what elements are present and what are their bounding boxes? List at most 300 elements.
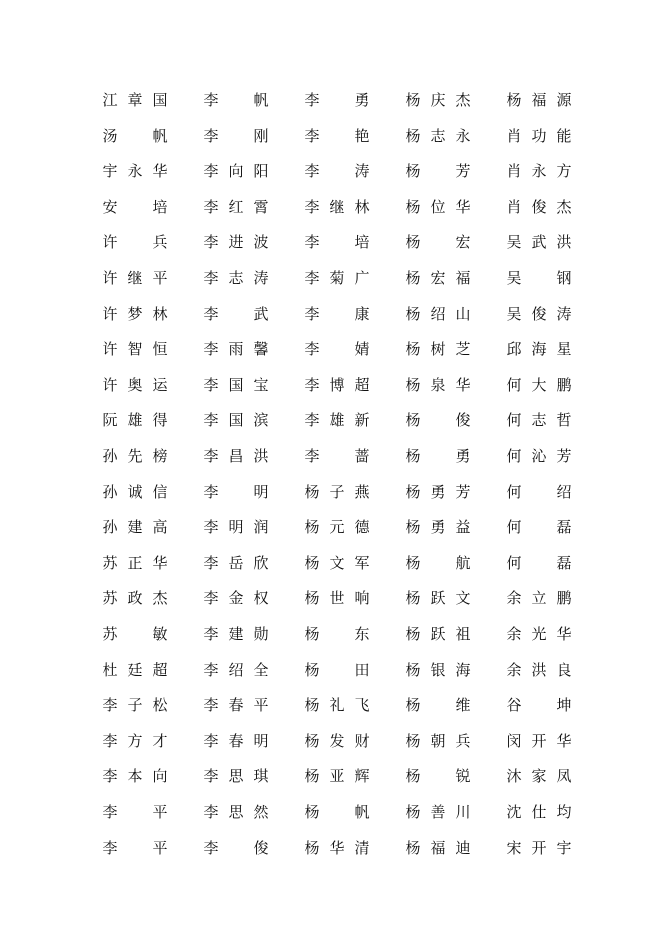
name-character: 沁 xyxy=(531,447,547,465)
name-character: 杨 xyxy=(405,304,421,323)
name-character: 福 xyxy=(455,269,471,287)
name-character: 平 xyxy=(152,269,168,287)
name-character: 培 xyxy=(354,233,370,252)
name-row xyxy=(0,264,670,292)
name-character: 霄 xyxy=(253,197,269,216)
name-entry xyxy=(402,264,482,292)
name-character: 财 xyxy=(354,731,370,750)
name-character: 清 xyxy=(354,838,370,857)
name-character: 帆 xyxy=(253,91,269,109)
name-character: 信 xyxy=(152,482,168,501)
name-entry xyxy=(301,656,381,684)
name-character: 康 xyxy=(354,304,370,323)
name-entry xyxy=(301,300,381,328)
name-character: 功 xyxy=(531,126,547,145)
name-entry xyxy=(99,727,179,755)
name-character: 勇 xyxy=(430,482,446,501)
name-character: 哲 xyxy=(556,411,572,430)
name-entry xyxy=(99,656,179,684)
name-row xyxy=(0,656,670,684)
name-character: 博 xyxy=(329,375,345,394)
name-entry xyxy=(402,584,482,612)
name-entry xyxy=(503,798,583,826)
name-character: 志 xyxy=(531,411,547,430)
name-character: 杨 xyxy=(405,731,421,750)
name-character: 政 xyxy=(127,589,143,608)
name-character: 李 xyxy=(203,304,219,323)
name-character: 均 xyxy=(556,803,572,821)
name-character: 杨 xyxy=(304,838,320,857)
name-character: 邱 xyxy=(506,340,522,359)
name-character: 元 xyxy=(329,518,345,537)
name-entry xyxy=(301,549,381,577)
name-character: 余 xyxy=(506,589,522,608)
name-character: 开 xyxy=(531,731,547,750)
name-entry xyxy=(200,122,280,150)
name-character: 敏 xyxy=(152,625,168,643)
name-character: 杰 xyxy=(152,589,168,608)
name-row xyxy=(0,620,670,648)
name-character: 树 xyxy=(430,340,446,359)
name-character: 磊 xyxy=(556,518,572,537)
name-entry xyxy=(503,620,583,648)
name-character: 章 xyxy=(127,91,143,109)
name-character: 田 xyxy=(354,660,370,679)
name-character: 文 xyxy=(329,553,345,572)
name-character: 李 xyxy=(304,304,320,323)
name-entry xyxy=(503,300,583,328)
name-character: 新 xyxy=(354,411,370,430)
name-row xyxy=(0,513,670,541)
name-entry xyxy=(503,834,583,862)
name-character: 全 xyxy=(253,660,269,679)
name-character: 得 xyxy=(152,411,168,430)
name-character: 李 xyxy=(304,411,320,430)
name-entry xyxy=(402,157,482,185)
name-entry xyxy=(200,549,280,577)
name-character: 梦 xyxy=(127,304,143,323)
name-character: 勋 xyxy=(253,625,269,643)
name-character: 泉 xyxy=(430,375,446,394)
name-character: 李 xyxy=(203,625,219,643)
name-character: 芳 xyxy=(556,447,572,465)
name-character: 苏 xyxy=(102,553,118,572)
name-character: 先 xyxy=(127,447,143,465)
name-character: 芝 xyxy=(455,340,471,359)
name-row xyxy=(0,193,670,221)
name-entry xyxy=(200,228,280,256)
name-character: 李 xyxy=(203,803,219,821)
name-character: 芳 xyxy=(455,482,471,501)
name-entry xyxy=(301,157,381,185)
name-character: 余 xyxy=(506,625,522,643)
name-character: 昌 xyxy=(228,447,244,465)
name-character: 方 xyxy=(556,162,572,181)
name-character: 进 xyxy=(228,233,244,252)
name-row xyxy=(0,335,670,363)
name-entry xyxy=(200,264,280,292)
name-character: 杰 xyxy=(556,197,572,216)
name-entry xyxy=(402,727,482,755)
name-character: 良 xyxy=(556,660,572,679)
name-entry xyxy=(99,157,179,185)
name-character: 超 xyxy=(152,660,168,679)
name-entry xyxy=(503,762,583,790)
name-character: 华 xyxy=(152,162,168,181)
name-character: 沐 xyxy=(506,767,522,786)
name-character: 李 xyxy=(102,696,118,715)
name-character: 绍 xyxy=(430,304,446,323)
name-entry xyxy=(503,122,583,150)
name-character: 华 xyxy=(556,625,572,643)
name-entry xyxy=(301,406,381,434)
name-character: 李 xyxy=(203,731,219,750)
name-row xyxy=(0,691,670,719)
name-character: 阮 xyxy=(102,411,118,430)
name-entry xyxy=(200,193,280,221)
name-entry xyxy=(99,762,179,790)
name-entry xyxy=(503,157,583,185)
name-entry xyxy=(402,798,482,826)
name-character: 华 xyxy=(455,375,471,394)
name-character: 吴 xyxy=(506,304,522,323)
name-entry xyxy=(99,691,179,719)
name-character: 俊 xyxy=(455,411,471,430)
name-entry xyxy=(99,264,179,292)
name-character: 沈 xyxy=(506,803,522,821)
name-entry xyxy=(99,584,179,612)
name-character: 华 xyxy=(152,553,168,572)
name-entry xyxy=(301,228,381,256)
name-character: 杨 xyxy=(304,731,320,750)
name-character: 杨 xyxy=(405,518,421,537)
name-character: 松 xyxy=(152,696,168,715)
name-entry xyxy=(301,442,381,470)
name-entry xyxy=(200,371,280,399)
name-character: 涛 xyxy=(354,162,370,181)
name-character: 绍 xyxy=(556,482,572,501)
name-character: 李 xyxy=(203,162,219,181)
name-entry xyxy=(402,300,482,328)
name-character: 金 xyxy=(228,589,244,608)
name-character: 林 xyxy=(354,197,370,216)
name-character: 继 xyxy=(127,269,143,287)
name-character: 李 xyxy=(203,482,219,501)
name-character: 星 xyxy=(556,340,572,359)
name-character: 李 xyxy=(203,447,219,465)
name-character: 诚 xyxy=(127,482,143,501)
name-character: 源 xyxy=(556,91,572,109)
name-character: 安 xyxy=(102,197,118,216)
name-character: 红 xyxy=(228,197,244,216)
name-character: 李 xyxy=(203,553,219,572)
name-entry xyxy=(200,478,280,506)
name-character: 杨 xyxy=(304,482,320,501)
name-character: 润 xyxy=(253,518,269,537)
name-character: 肖 xyxy=(506,162,522,181)
name-character: 鹏 xyxy=(556,589,572,608)
name-character: 李 xyxy=(304,126,320,145)
name-character: 广 xyxy=(354,269,370,287)
name-entry xyxy=(99,406,179,434)
name-character: 永 xyxy=(455,126,471,145)
name-entry xyxy=(503,406,583,434)
name-character: 苏 xyxy=(102,625,118,643)
name-character: 李 xyxy=(203,126,219,145)
name-entry xyxy=(200,442,280,470)
name-entry xyxy=(503,727,583,755)
name-row xyxy=(0,300,670,328)
name-entry xyxy=(99,122,179,150)
name-character: 涛 xyxy=(253,269,269,287)
name-row xyxy=(0,727,670,755)
name-character: 杨 xyxy=(304,767,320,786)
name-character: 子 xyxy=(329,482,345,501)
name-character: 肖 xyxy=(506,197,522,216)
name-character: 孙 xyxy=(102,482,118,501)
name-character: 闵 xyxy=(506,731,522,750)
name-character: 芳 xyxy=(455,162,471,181)
name-character: 杨 xyxy=(405,162,421,181)
name-entry xyxy=(301,86,381,114)
name-character: 智 xyxy=(127,340,143,359)
name-character: 建 xyxy=(127,518,143,537)
name-entry xyxy=(200,513,280,541)
name-character: 杨 xyxy=(405,233,421,252)
name-character: 航 xyxy=(455,553,471,572)
name-character: 林 xyxy=(152,304,168,323)
name-character: 滨 xyxy=(253,411,269,430)
name-character: 李 xyxy=(203,197,219,216)
name-character: 帆 xyxy=(152,126,168,145)
name-entry xyxy=(503,549,583,577)
name-character: 何 xyxy=(506,375,522,394)
name-character: 钢 xyxy=(556,269,572,287)
name-character: 能 xyxy=(556,126,572,145)
name-entry xyxy=(301,264,381,292)
name-character: 勇 xyxy=(430,518,446,537)
name-character: 国 xyxy=(152,91,168,109)
name-entry xyxy=(301,798,381,826)
name-entry xyxy=(503,264,583,292)
name-character: 山 xyxy=(455,304,471,323)
name-entry xyxy=(200,620,280,648)
name-character: 杨 xyxy=(405,197,421,216)
name-entry xyxy=(503,513,583,541)
name-entry xyxy=(301,122,381,150)
name-entry xyxy=(99,193,179,221)
name-character: 华 xyxy=(329,838,345,857)
name-character: 何 xyxy=(506,411,522,430)
name-character: 杨 xyxy=(405,696,421,715)
name-character: 迪 xyxy=(455,838,471,857)
name-entry xyxy=(402,513,482,541)
name-character: 益 xyxy=(455,518,471,537)
name-character: 思 xyxy=(228,803,244,821)
name-character: 涛 xyxy=(556,304,572,323)
name-character: 维 xyxy=(455,696,471,715)
name-entry xyxy=(503,228,583,256)
name-entry xyxy=(402,762,482,790)
name-character: 军 xyxy=(354,553,370,572)
name-entry xyxy=(402,620,482,648)
name-character: 琪 xyxy=(253,767,269,786)
name-character: 吴 xyxy=(506,269,522,287)
name-character: 李 xyxy=(203,518,219,537)
name-character: 向 xyxy=(152,767,168,786)
name-character: 向 xyxy=(228,162,244,181)
name-character: 高 xyxy=(152,518,168,537)
name-entry xyxy=(301,834,381,862)
name-character: 刚 xyxy=(253,126,269,145)
name-character: 绍 xyxy=(228,660,244,679)
name-character: 李 xyxy=(102,803,118,821)
name-character: 家 xyxy=(531,767,547,786)
name-character: 杨 xyxy=(405,411,421,430)
name-character: 杨 xyxy=(506,91,522,109)
name-character: 大 xyxy=(531,375,547,394)
name-character: 永 xyxy=(531,162,547,181)
name-character: 辉 xyxy=(354,767,370,786)
name-row xyxy=(0,442,670,470)
name-row xyxy=(0,584,670,612)
name-entry xyxy=(99,549,179,577)
name-character: 川 xyxy=(455,803,471,821)
name-character: 婧 xyxy=(354,340,370,359)
name-character: 发 xyxy=(329,731,345,750)
name-character: 许 xyxy=(102,269,118,287)
name-character: 恒 xyxy=(152,340,168,359)
name-entry xyxy=(402,228,482,256)
name-character: 响 xyxy=(354,589,370,608)
name-character: 李 xyxy=(304,162,320,181)
name-character: 兵 xyxy=(152,233,168,252)
name-character: 杨 xyxy=(304,553,320,572)
name-character: 洪 xyxy=(531,660,547,679)
name-character: 子 xyxy=(127,696,143,715)
name-character: 鹏 xyxy=(556,375,572,394)
name-character: 杨 xyxy=(405,660,421,679)
name-character: 福 xyxy=(531,91,547,109)
name-character: 汤 xyxy=(102,126,118,145)
name-row xyxy=(0,228,670,256)
name-character: 国 xyxy=(228,411,244,430)
name-character: 李 xyxy=(102,731,118,750)
name-character: 李 xyxy=(304,197,320,216)
name-character: 位 xyxy=(430,197,446,216)
name-character: 李 xyxy=(203,91,219,109)
name-character: 吴 xyxy=(506,233,522,252)
name-character: 杨 xyxy=(405,91,421,109)
name-character: 福 xyxy=(430,838,446,857)
name-character: 许 xyxy=(102,304,118,323)
name-entry xyxy=(200,300,280,328)
name-character: 蔷 xyxy=(354,447,370,465)
name-character: 海 xyxy=(455,660,471,679)
name-entry xyxy=(301,762,381,790)
name-character: 燕 xyxy=(354,482,370,501)
name-row xyxy=(0,157,670,185)
name-row xyxy=(0,478,670,506)
name-entry xyxy=(503,691,583,719)
name-entry xyxy=(301,513,381,541)
name-character: 俊 xyxy=(253,838,269,857)
name-row xyxy=(0,86,670,114)
name-entry xyxy=(402,86,482,114)
name-character: 余 xyxy=(506,660,522,679)
name-entry xyxy=(402,193,482,221)
name-character: 宝 xyxy=(253,375,269,394)
name-entry xyxy=(402,122,482,150)
name-row xyxy=(0,549,670,577)
name-character: 宋 xyxy=(506,838,522,857)
name-character: 杨 xyxy=(304,625,320,643)
name-character: 勇 xyxy=(354,91,370,109)
name-entry xyxy=(402,478,482,506)
name-row xyxy=(0,762,670,790)
name-character: 思 xyxy=(228,767,244,786)
name-character: 榜 xyxy=(152,447,168,465)
name-character: 俊 xyxy=(531,304,547,323)
name-entry xyxy=(503,478,583,506)
name-character: 武 xyxy=(253,304,269,323)
name-entry xyxy=(402,371,482,399)
name-character: 勇 xyxy=(455,447,471,465)
name-entry xyxy=(200,584,280,612)
name-entry xyxy=(503,656,583,684)
name-character: 波 xyxy=(253,233,269,252)
name-character: 杨 xyxy=(405,269,421,287)
name-character: 继 xyxy=(329,197,345,216)
name-character: 善 xyxy=(430,803,446,821)
name-character: 运 xyxy=(152,375,168,394)
name-entry xyxy=(99,371,179,399)
name-character: 洪 xyxy=(556,233,572,252)
name-character: 权 xyxy=(253,589,269,608)
name-character: 志 xyxy=(228,269,244,287)
name-entry xyxy=(402,691,482,719)
name-character: 李 xyxy=(304,269,320,287)
name-character: 坤 xyxy=(556,696,572,715)
name-character: 洪 xyxy=(253,447,269,465)
name-character: 李 xyxy=(203,375,219,394)
name-entry xyxy=(99,228,179,256)
name-character: 李 xyxy=(102,767,118,786)
name-character: 朝 xyxy=(430,731,446,750)
name-entry xyxy=(503,86,583,114)
name-row xyxy=(0,122,670,150)
name-character: 李 xyxy=(203,411,219,430)
name-character: 国 xyxy=(228,375,244,394)
name-entry xyxy=(99,335,179,363)
name-character: 许 xyxy=(102,340,118,359)
name-row xyxy=(0,834,670,862)
name-character: 宏 xyxy=(430,269,446,287)
name-character: 李 xyxy=(203,696,219,715)
name-character: 明 xyxy=(228,518,244,537)
name-character: 雄 xyxy=(329,411,345,430)
name-character: 杨 xyxy=(405,126,421,145)
name-character: 杰 xyxy=(455,91,471,109)
name-character: 礼 xyxy=(329,696,345,715)
name-character: 李 xyxy=(203,767,219,786)
name-entry xyxy=(200,762,280,790)
name-character: 德 xyxy=(354,518,370,537)
name-character: 锐 xyxy=(455,767,471,786)
name-character: 明 xyxy=(253,482,269,501)
name-character: 武 xyxy=(531,233,547,252)
name-entry xyxy=(301,371,381,399)
